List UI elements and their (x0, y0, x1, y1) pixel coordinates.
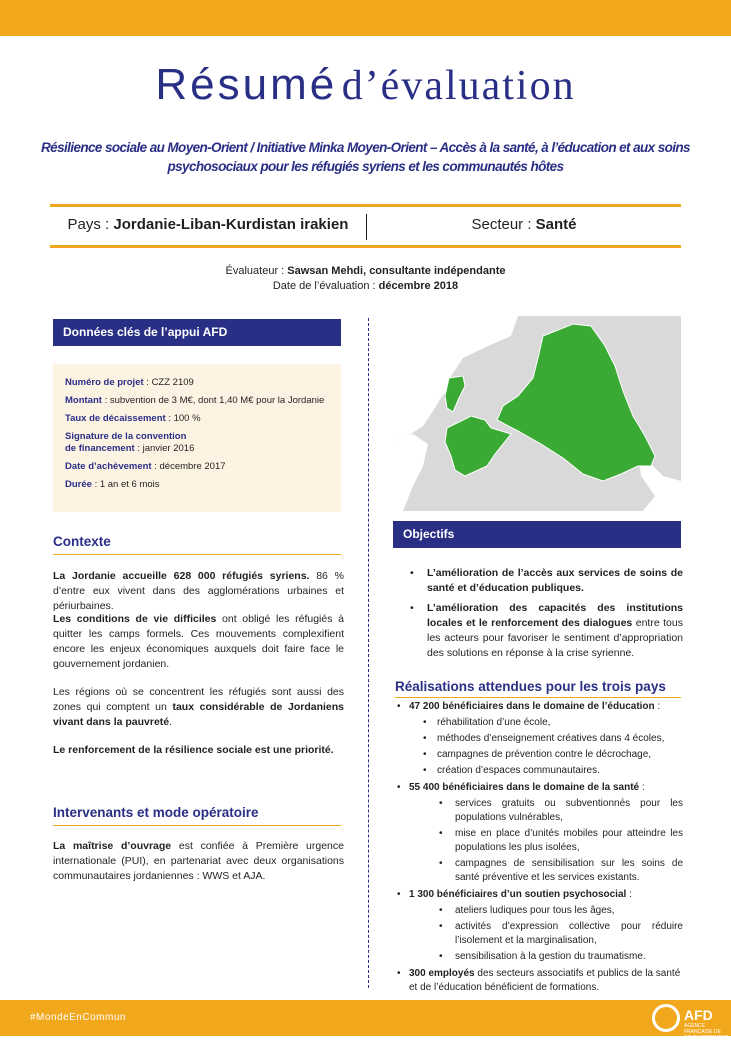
contexte-p1-bold: La Jordanie accueille 628 000 réfugiés syriens. (53, 570, 310, 582)
education-item-text: création d’espaces communautaires. (437, 765, 600, 776)
bullet-icon: • (423, 733, 427, 744)
secteur-field (367, 216, 681, 233)
key-data-signature (65, 431, 329, 455)
title-resume: Résumé (155, 60, 338, 109)
bullet-icon: • (410, 602, 414, 614)
education-item-text: réhabilitation d’une école, (437, 717, 551, 728)
psy-item-text: ateliers ludiques pour tous les âges, (455, 905, 615, 916)
footer-hashtag: #MondeEnCommun (30, 1012, 126, 1023)
key-data-heading: Données clés de l’appui AFD (53, 319, 341, 346)
bullet-icon: • (439, 951, 443, 962)
objectif-2-rest: entre tous les acteurs pour favoriser le sentiment d’appropriation des solutions en réponse à la crise syrienne. (427, 617, 683, 659)
info-rule-top (50, 204, 681, 207)
education-item (393, 716, 683, 730)
evaluator-value: Sawsan Mehdi, consultante indépendante (287, 265, 506, 277)
achevement-label: Date d’achèvement (65, 461, 152, 472)
education-item-text: campagnes de prévention contre le décrochage, (437, 749, 652, 760)
objectif-2-bold: L’amélioration des capacités des institutions locales et le renforcement des dialogues (427, 602, 683, 629)
projet-value: : CZZ 2109 (143, 377, 194, 388)
bullet-icon: • (439, 921, 443, 932)
title-evaluation: d’évaluation (341, 63, 576, 109)
afd-logo-text: AFD (684, 1007, 713, 1023)
contexte-p3-end: . (169, 716, 173, 728)
signature-value: : janvier 2016 (134, 443, 195, 454)
afd-logo-subtext: AGENCE FRANÇAISE DE DÉVELOPPEMENT (684, 1023, 729, 1041)
intervenants-heading: Intervenants et mode opératoire (53, 805, 259, 820)
bullet-icon: • (439, 798, 443, 809)
bullet-icon: • (423, 717, 427, 728)
objectif-item-1 (393, 566, 683, 596)
contexte-p1-rest: 86 % d’entre eux vivent dans des agglomérations urbaines et périurbaines. (53, 570, 344, 612)
psy-item-text: sensibilisation à la gestion du traumatisme. (455, 951, 646, 962)
contexte-p2-bold: Les conditions de vie difficiles (53, 613, 217, 625)
taux-label: Taux de décaissement (65, 413, 166, 424)
bullet-icon: • (439, 858, 443, 869)
objectif-1-text: L’amélioration de l’accès aux services de soins de santé et d’éducation publiques. (427, 567, 683, 594)
education-title: 47 200 bénéficiaires dans le domaine de l’éducation (409, 701, 655, 712)
realisations-heading: Réalisations attendues pour les trois pays (395, 679, 666, 694)
key-data-achevement (65, 461, 329, 473)
key-data-taux (65, 413, 329, 425)
contexte-paragraph-4 (53, 743, 344, 758)
bullet-icon: • (397, 701, 401, 712)
afd-logo (652, 1004, 729, 1041)
bullet-icon: • (397, 968, 401, 979)
intervenants-paragraph (53, 839, 344, 884)
objectifs-list (393, 566, 683, 666)
education-item (393, 732, 683, 746)
employes-rest: des secteurs associatifs et publics de la santé et de l’éducation bénéficient de formations. (409, 968, 681, 993)
objectifs-heading: Objectifs (393, 521, 681, 548)
psy-item (393, 950, 683, 964)
key-data-projet (65, 377, 329, 389)
projet-label: Numéro de projet (65, 377, 144, 388)
evaluator-label: Évaluateur : (225, 265, 288, 277)
montant-value: : subvention de 3 M€, dont 1,40 M€ pour la Jordanie (101, 395, 325, 406)
education-item (393, 748, 683, 762)
date-label: Date de l’évaluation : (272, 280, 379, 292)
sante-item-text: campagnes de sensibilisation sur les soins de santé préventive et les services existants. (455, 858, 683, 883)
bullet-icon: • (423, 765, 427, 776)
duree-value: : 1 an et 6 mois (91, 479, 160, 490)
realisation-employes (393, 967, 683, 995)
education-item (393, 764, 683, 778)
column-separator (368, 318, 369, 988)
sante-title: 55 400 bénéficiaires dans le domaine de la santé (409, 782, 640, 793)
sante-item-text: mise en place d’unités mobiles pour atteindre les populations les plus isolées, (455, 828, 683, 853)
contexte-paragraph-2 (53, 612, 344, 672)
evaluator-block (0, 264, 731, 294)
sante-item (393, 857, 683, 885)
sante-item (393, 827, 683, 855)
objectif-item-2 (393, 601, 683, 661)
contexte-p3-start: Les régions où se concentrent les réfugiés sont aussi des zones qui comptent un (53, 686, 344, 713)
intervenants-bold: La maîtrise d’ouvrage (53, 840, 172, 852)
employes-bold: 300 employés (409, 968, 475, 979)
contexte-paragraph-3 (53, 685, 344, 730)
realisation-psychosocial: • 1 300 bénéficiaires d’un soutien psychosocial : (397, 889, 632, 900)
bullet-icon: • (397, 782, 401, 793)
secteur-label: Secteur : (471, 216, 536, 233)
afd-logo-ring-icon (652, 1004, 680, 1032)
signature-label-1: Signature de la convention (65, 431, 187, 442)
contexte-p2-rest: ont obligé les réfugiés à quitter les camps formels. Ces mouvements complexifient encore les enjeux économiques auxquels doit faire face le gouvernement jordanien. (53, 613, 344, 670)
bullet-icon: • (410, 567, 414, 579)
contexte-rule (53, 554, 341, 555)
document-title (0, 60, 731, 110)
bullet-icon: • (397, 889, 401, 900)
footer-bar (0, 1000, 731, 1041)
sante-item-text: services gratuits ou subventionnés pour les populations vulnérables, (455, 798, 683, 823)
evaluator-line (0, 264, 731, 279)
taux-value: : 100 % (165, 413, 201, 424)
montant-label: Montant (65, 395, 102, 406)
psy-item (393, 904, 683, 918)
pays-field (50, 216, 366, 233)
intervenants-rest: est confiée à Première urgence internationale (PUI), en partenariat avec deux organisations communautaires jordaniennes : WWS et AJA. (53, 840, 344, 882)
signature-label-2: de financement (65, 443, 135, 454)
bullet-icon: • (439, 905, 443, 916)
contexte-p4-bold: Le renforcement de la résilience sociale est une priorité. (53, 744, 334, 756)
region-map-svg (393, 316, 681, 511)
realisation-education: • 47 200 bénéficiaires dans le domaine de l’éducation : (397, 701, 661, 712)
date-line (0, 279, 731, 294)
top-accent-bar (0, 0, 731, 36)
pays-value: Jordanie-Liban-Kurdistan irakien (113, 216, 349, 233)
contexte-p3-bold: taux considérable de Jordaniens vivant dans la pauvreté (53, 701, 344, 728)
realisation-sante: • 55 400 bénéficiaires dans le domaine de la santé : (397, 782, 645, 793)
psy-item-text: activités d’expression collective pour réduire l’isolement et la marginalisation, (455, 921, 683, 946)
contexte-heading: Contexte (53, 534, 111, 549)
bullet-icon: • (423, 749, 427, 760)
key-data-box (53, 364, 341, 512)
education-item-text: méthodes d’enseignement créatives dans 4 écoles, (437, 733, 665, 744)
key-data-montant (65, 395, 329, 407)
date-value: décembre 2018 (378, 280, 459, 292)
region-map (393, 316, 681, 511)
pays-label: Pays : (67, 216, 114, 233)
achevement-value: : décembre 2017 (151, 461, 226, 472)
duree-label: Durée (65, 479, 92, 490)
intervenants-rule (53, 825, 341, 826)
realisations-list (393, 697, 683, 995)
key-data-duree (65, 479, 329, 491)
secteur-value: Santé (535, 216, 577, 233)
document-subtitle: Résilience sociale au Moyen-Orient / Initiative Minka Moyen-Orient – Accès à la santé, à l’éducation et aux soins psychosociaux pour les réfugiés syriens et les communautés hôtes (41, 140, 690, 174)
sante-item (393, 797, 683, 825)
bullet-icon: • (439, 828, 443, 839)
psy-item (393, 920, 683, 948)
info-rule-bottom (50, 245, 681, 248)
contexte-paragraph-1 (53, 569, 344, 614)
psy-title: 1 300 bénéficiaires d’un soutien psychosocial (409, 889, 627, 900)
